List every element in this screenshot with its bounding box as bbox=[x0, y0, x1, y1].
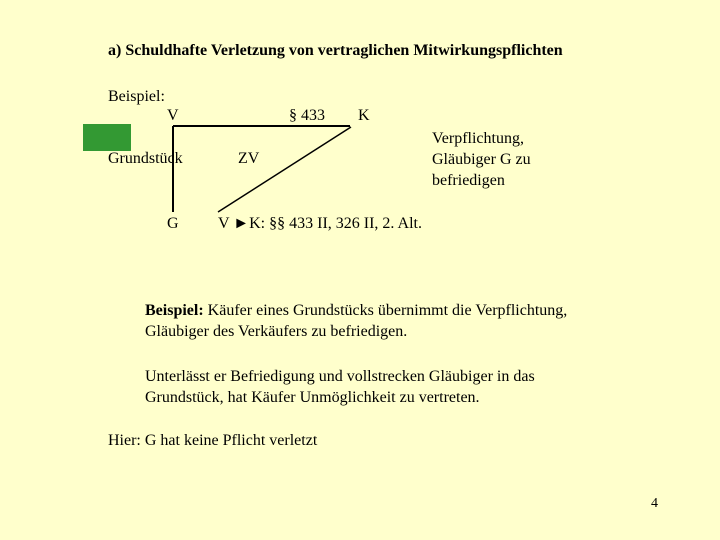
relation-line bbox=[218, 215, 422, 233]
party-k-label: K bbox=[358, 107, 370, 124]
obligation-line-2: Gläubiger G zu bbox=[432, 151, 531, 168]
property-box bbox=[83, 124, 131, 151]
slide-heading: a) Schuldhafte Verletzung von vertraglichen Mitwirkungspflichten bbox=[108, 42, 563, 59]
conclusion-text: Hier: G hat keine Pflicht verletzt bbox=[108, 432, 318, 449]
obligation-note bbox=[432, 128, 531, 191]
consequence-line-2: Grundstück, hat Käufer Unmöglichkeit zu vertreten. bbox=[145, 389, 480, 406]
grundstueck-label: Grundstück bbox=[108, 150, 183, 167]
relation-prefix: V bbox=[218, 215, 234, 232]
right-arrow-icon: ► bbox=[233, 215, 250, 232]
obligation-line-3: befriedigen bbox=[432, 172, 505, 189]
party-v-label: V bbox=[167, 107, 179, 124]
relation-text: K: §§ 433 II, 326 II, 2. Alt. bbox=[249, 215, 422, 232]
page-number: 4 bbox=[651, 496, 658, 511]
consequence-line-1: Unterlässt er Befriedigung und vollstrecken Gläubiger in das bbox=[145, 368, 535, 385]
obligation-line-1: Verpflichtung, bbox=[432, 130, 524, 147]
k-g-diagonal-line bbox=[218, 127, 351, 212]
paragraph-433-label: § 433 bbox=[289, 107, 325, 124]
consequence-paragraph bbox=[145, 366, 535, 408]
example-lead: Beispiel: bbox=[145, 302, 204, 319]
example-line-1: Käufer eines Grundstücks übernimmt die Verpflichtung, bbox=[203, 302, 568, 319]
zv-label: ZV bbox=[238, 150, 260, 167]
party-g-label: G bbox=[167, 215, 179, 232]
example-line-2: Gläubiger des Verkäufers zu befriedigen. bbox=[145, 323, 408, 340]
diagram-example-label: Beispiel: bbox=[108, 88, 165, 105]
example-paragraph bbox=[145, 300, 567, 342]
